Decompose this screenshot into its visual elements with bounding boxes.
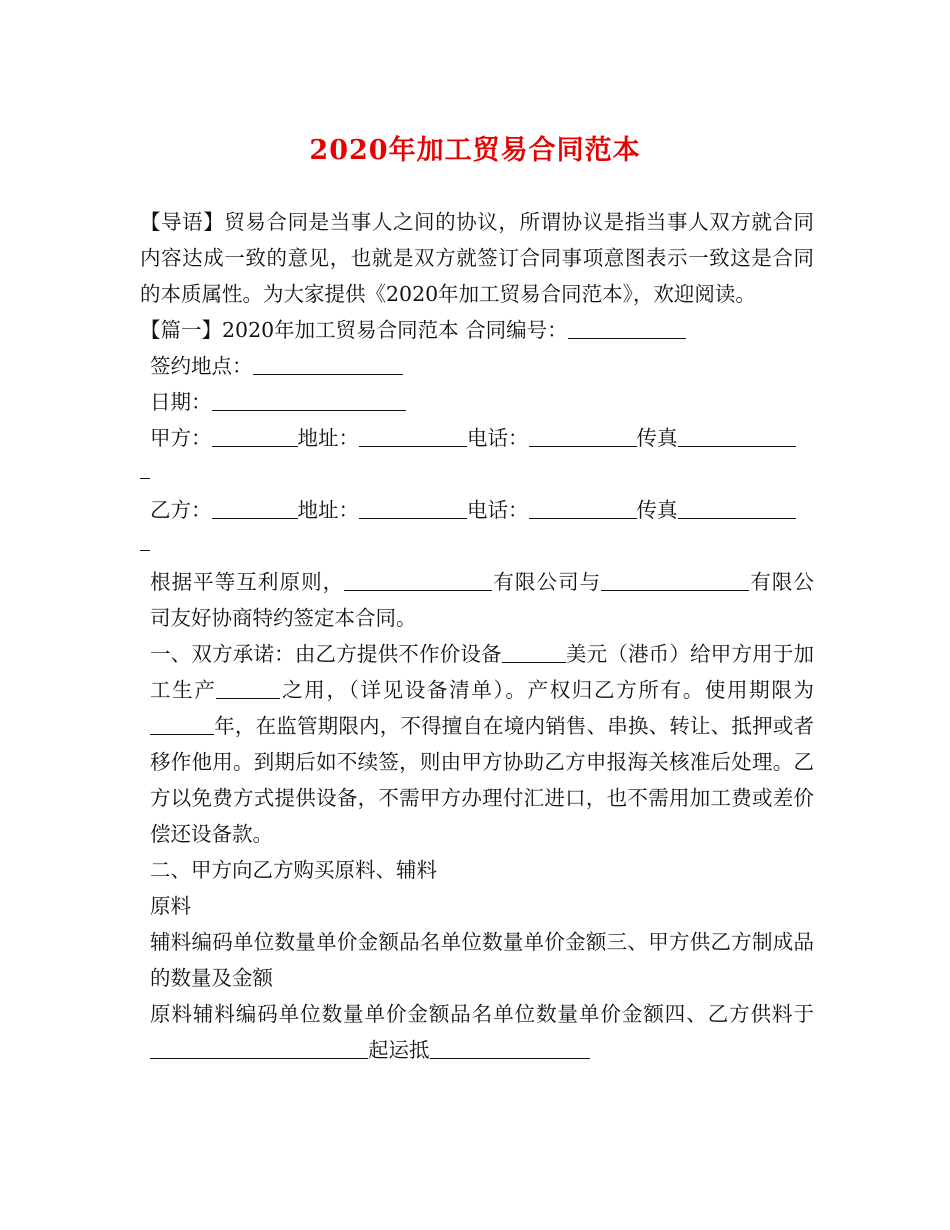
clause-1-d: 年，在监管期限内，不得擅自在境内销售、串换、转让、抵押或者移作他用。到期后如不续签，则由甲方协助乙方申报海关核准后处理。乙方以免费方式提供设备，不需甲方办理付汇进口，也不需用加工费或差价偿还设备款。 [150,714,814,846]
company-b-blank [601,570,749,591]
party-a-fax-label: 传真 [636,426,678,450]
principle-mid: 有限公司与 [492,570,602,594]
principle-post: 有限公司友好协商特约签定本合同。 [150,570,814,630]
equipment-value-blank [502,642,566,663]
place-label: 签约地点： [150,354,253,378]
table-header-line-2: 原料辅料编码单位数量单价金额品名单位数量单价金额四、乙方供料于 [150,1002,814,1026]
intro-paragraph: 【导语】贸易合同是当事人之间的协议，所谓协议是指当事人双方就合同内容达成一致的意见，也就是双方就签订合同事项意图表示一致这是合同的本质属性。为大家提供《2020年加工贸易合同范本》，欢迎阅读。 [140,210,814,306]
supply-from-blank [150,1038,368,1059]
date-label: 日期： [150,390,212,414]
table-header-line-1: 辅料编码单位数量单价金额品名单位数量单价金额三、甲方供乙方制成品的数量及金额 [150,930,814,990]
clause-1-b: 美元（港币）给甲方用于加工生产 [150,642,815,702]
party-b-line [140,492,814,528]
date-line [140,384,814,420]
party-a-blank-continuation [140,456,814,492]
section-heading-text: 【篇一】2020年加工贸易合同范本 合同编号： [140,318,568,342]
party-b-phone-label: 电话： [467,498,529,522]
clause-4-paragraph [140,996,814,1068]
document-title: 2020年加工贸易合同范本 [309,135,641,166]
company-a-blank [344,570,492,591]
place-blank [253,354,403,375]
ship-from-label: 起运抵 [368,1038,430,1062]
principle-paragraph [140,564,814,636]
party-a-fax-blank [678,426,796,447]
party-a-label: 甲方： [150,426,212,450]
party-b-fax-label: 传真 [636,498,678,522]
party-b-name-blank [212,498,298,519]
party-a-phone-blank [529,426,637,447]
clause-1-paragraph [140,636,814,852]
party-a-name-blank [212,426,298,447]
raw-material-line: 原料 [150,894,191,918]
party-a-phone-label: 电话： [467,426,529,450]
date-blank [212,390,406,411]
ship-to-blank [430,1038,590,1059]
party-a-address-blank [359,426,467,447]
party-b-label: 乙方： [150,498,212,522]
clause-1-c: 之用，（详见设备清单）。产权归乙方所有。使用期限为 [280,678,815,702]
party-a-address-label: 地址： [297,426,359,450]
contract-number-blank [568,318,686,339]
document-body [140,204,814,1068]
principle-pre: 根据平等互利原则， [150,570,345,594]
term-years-blank [150,714,214,735]
party-b-blank-continuation [140,528,814,564]
production-blank [216,678,280,699]
party-b-address-label: 地址： [297,498,359,522]
party-b-address-blank [359,498,467,519]
party-a-line [140,420,814,456]
clause-2-heading: 二、甲方向乙方购买原料、辅料 [150,858,437,882]
clause-1-a: 一、双方承诺：由乙方提供不作价设备 [150,642,502,666]
blank-dash [140,478,150,479]
party-b-fax-blank [678,498,796,519]
place-line [140,348,814,384]
section-heading [140,312,814,348]
blank-dash [140,550,150,551]
party-b-phone-blank [529,498,637,519]
